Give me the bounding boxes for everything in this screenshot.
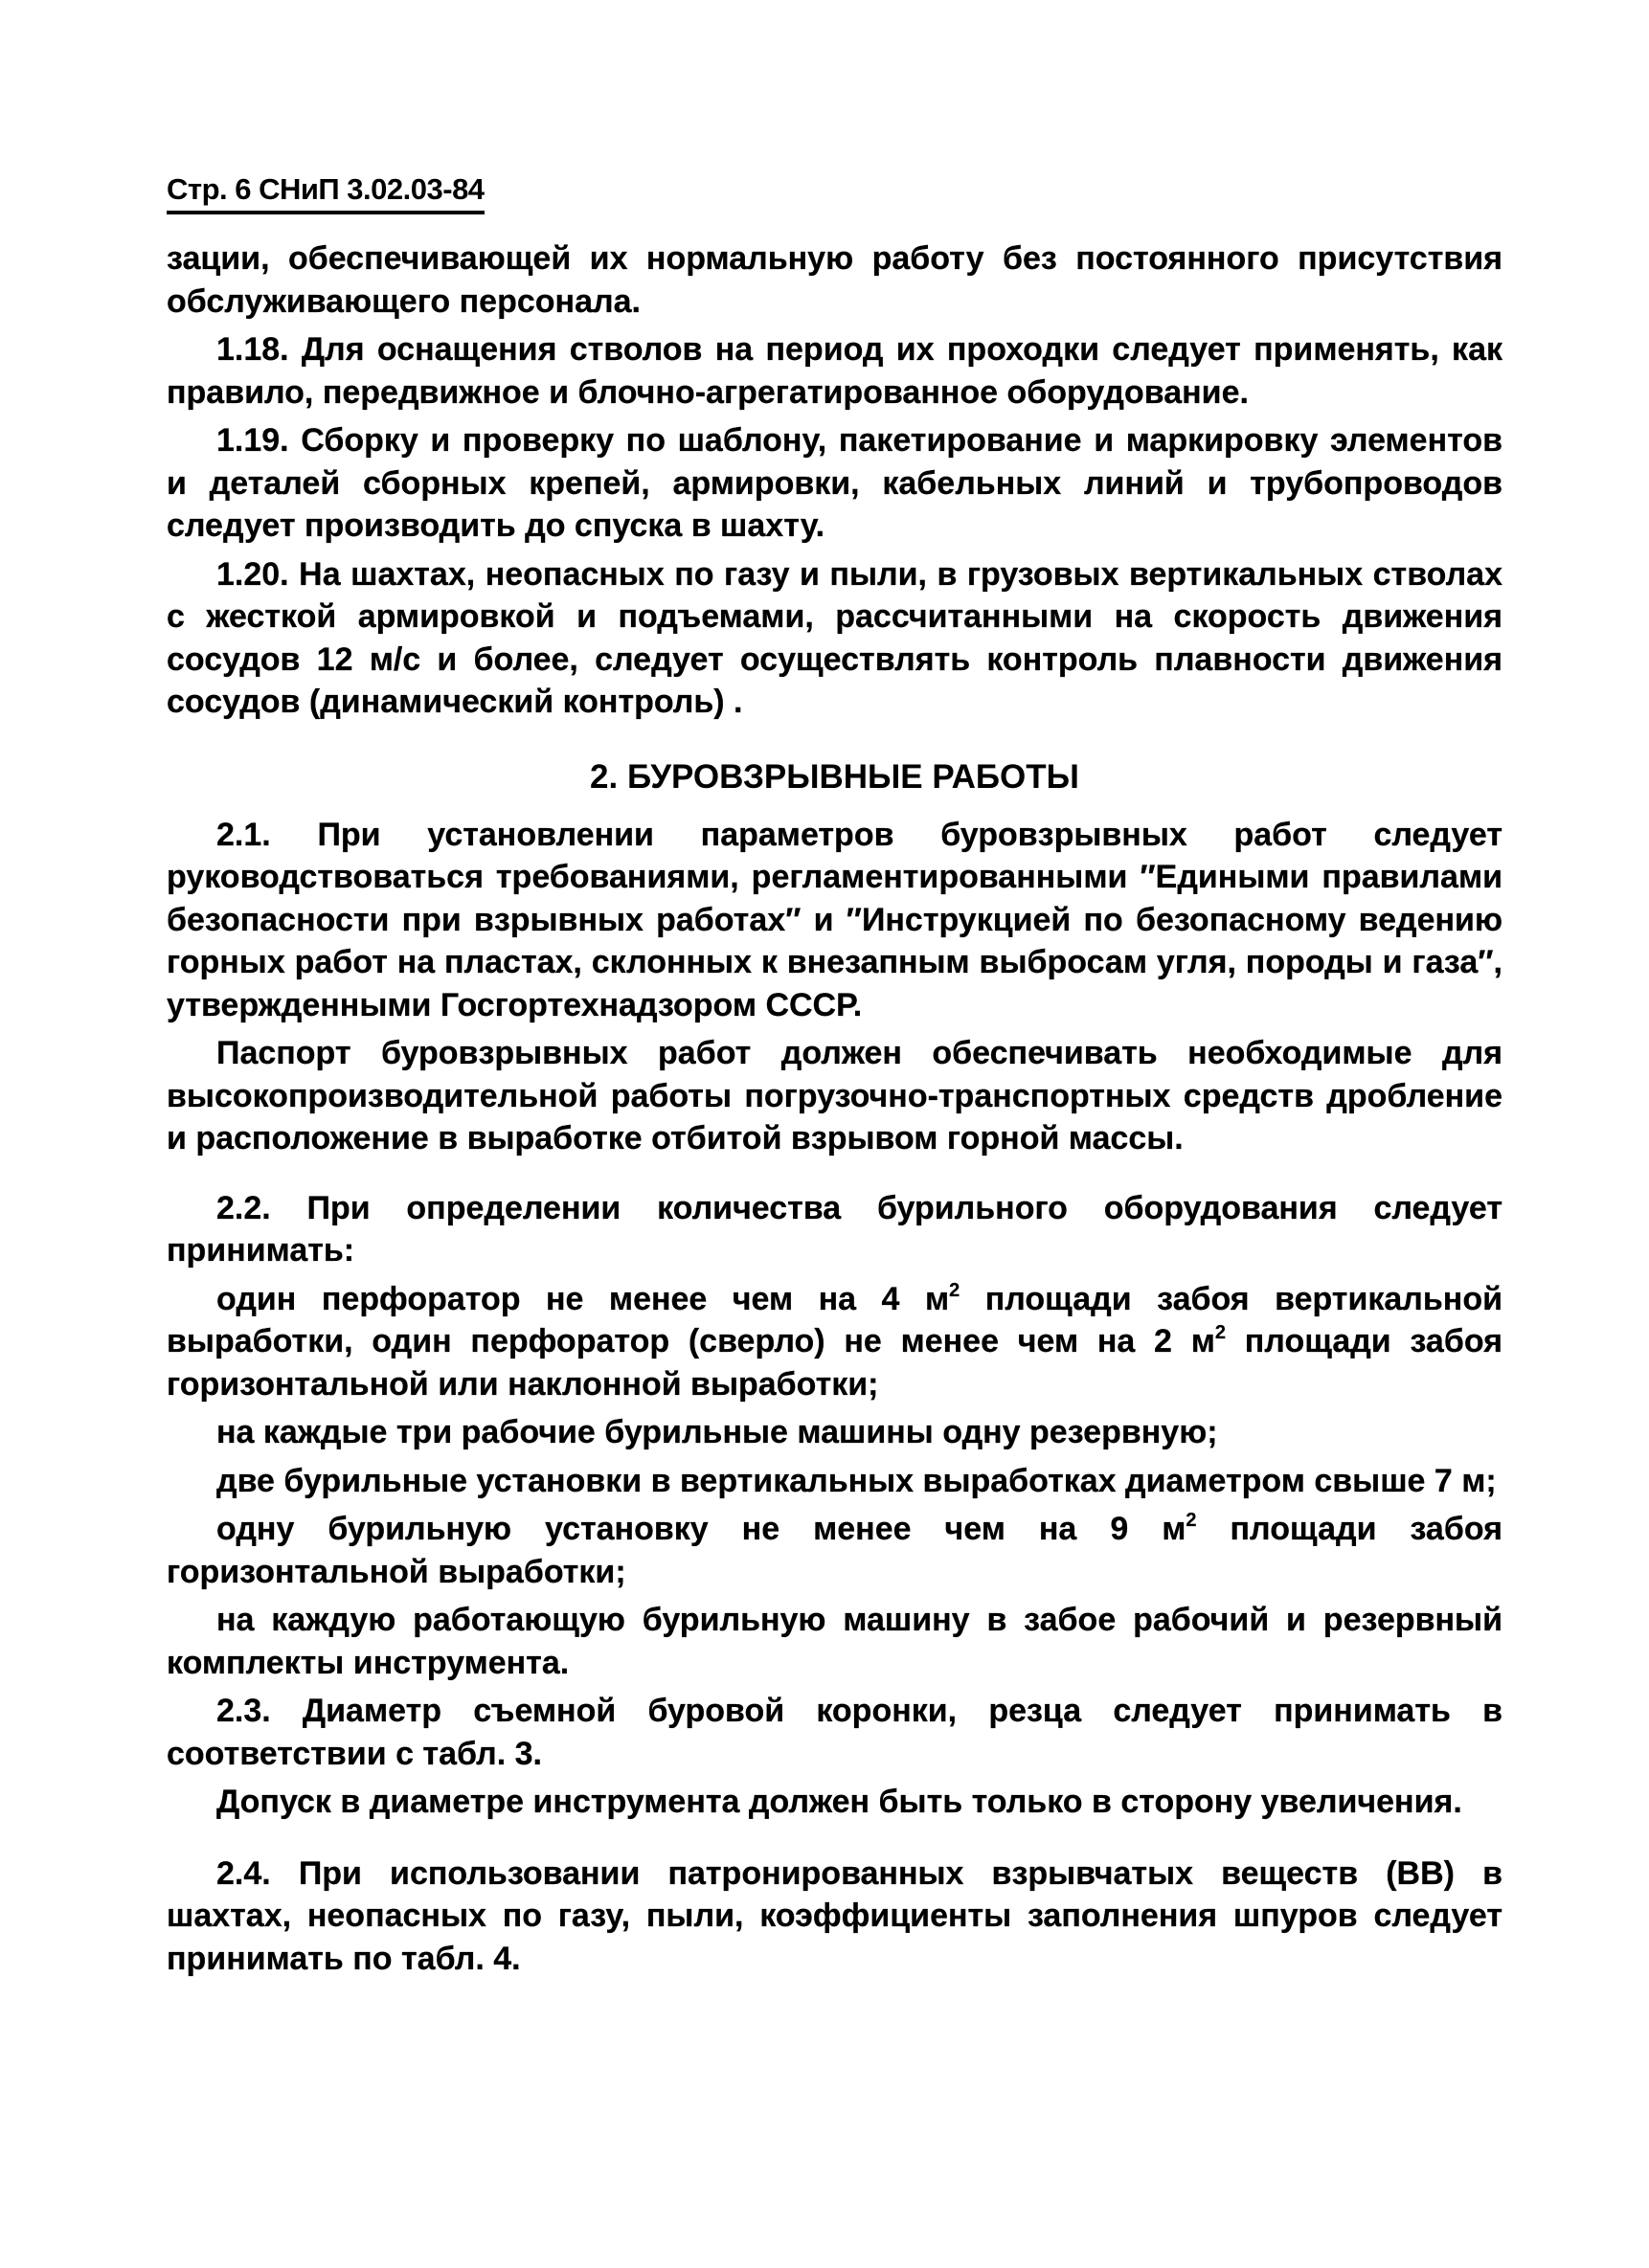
paragraph-continuation [167, 237, 1502, 323]
superscript: 2 [1214, 1322, 1226, 1343]
paragraph-text: Сборку и проверку по шаблону, пакетирование и маркировку элементов и деталей сборных крепей, армировки, кабельных линий и трубопроводов следует производить до спуска в шахту. [167, 422, 1502, 544]
paragraph-2-1-passport [167, 1032, 1502, 1160]
paragraph-2-3 [167, 1690, 1502, 1775]
paragraph-number: 1.19. [216, 422, 289, 459]
page-header: Стр. 6 СНиП 3.02.03-84 [167, 172, 485, 214]
paragraph-2-2 [167, 1187, 1502, 1272]
paragraph-text: При установлении параметров буровзрывных работ следует руководствоваться требованиями, регламентированными ″Едиными правилами безопасности при взрывных работах″ и ″Инструкцией по безопасному ведению горных работ на пластах, склонных к внезапным выбросам угля, породы и газа″, утвержденными Госгортехнадзором СССР. [167, 816, 1502, 1023]
list-item-two-rigs [167, 1460, 1502, 1503]
paragraph-number: 1.18. [216, 331, 289, 368]
paragraph-number: 1.20. [216, 555, 289, 593]
superscript: 2 [1186, 1510, 1197, 1531]
paragraph-1-18 [167, 328, 1502, 414]
paragraph-number: 2.3. [216, 1693, 271, 1729]
paragraph-text: При использовании патронированных взрывчатых веществ (ВВ) в шахтах, неопасных по газу, пыли, коэффициенты заполнения шпуров следует принимать по табл. 4. [167, 1854, 1502, 1977]
section-title: 2. БУРОВЗРЫВНЫЕ РАБОТЫ [590, 757, 1079, 796]
text-fragment: площади забоя горизонтальной выработки; [167, 1511, 1502, 1590]
paragraph-text: Паспорт буровзрывных работ должен обеспечивать необходимые для высокопроизводительной работы погрузочно-транспортных средств дробление и расположение в выработке отбитой взрывом горной массы. [167, 1035, 1502, 1156]
superscript: 2 [949, 1279, 960, 1301]
paragraph-text: На шахтах, неопасных по газу и пыли, в грузовых вертикальных стволах с жесткой армировкой и подъемами, рассчитанными на скорость движения сосудов 12 м/с и более, следует осуществлять контроль плавности движения сосудов (динамический контроль) . [167, 555, 1502, 720]
paragraph-number: 2.4. [216, 1854, 271, 1892]
list-item-tool-sets [167, 1599, 1502, 1684]
document-page [167, 172, 1502, 1986]
paragraph-text: Допуск в диаметре инструмента должен быть только в сторону увеличения. [216, 1784, 1462, 1820]
text-fragment: площади забоя горизонтальной или наклонной выработки; [167, 1323, 1502, 1403]
text-fragment: одну бурильную установку не менее чем на 9 м [216, 1511, 1186, 1547]
paragraph-2-3-tolerance [167, 1781, 1502, 1824]
list-item-perforator [167, 1278, 1502, 1406]
paragraph-text: Для оснащения стволов на период их проходки следует применять, как правило, передвижное и блочно-агрегатированное оборудование. [167, 331, 1502, 411]
paragraph-text: на каждую работающую бурильную машину в забое рабочий и резервный комплекты инструмента. [167, 1602, 1502, 1681]
text-fragment: один перфоратор не менее чем на 4 м [216, 1280, 950, 1317]
list-item-one-rig [167, 1508, 1502, 1593]
list-item-reserve [167, 1411, 1502, 1454]
paragraph-text: При определении количества бурильного оборудования следует принимать: [167, 1189, 1502, 1269]
paragraph-text: зации, обеспечивающей их нормальную работу без постоянного присутствия обслуживающего персонала. [167, 240, 1502, 320]
paragraph-2-4 [167, 1853, 1502, 1981]
paragraph-text: на каждые три рабочие бурильные машины одну резервную; [216, 1414, 1218, 1450]
paragraph-text: Диаметр съемной буровой коронки, резца следует принимать в соответствии с табл. 3. [167, 1693, 1502, 1772]
paragraph-number: 2.1. [216, 816, 271, 853]
text-fragment: площади забоя вертикальной выработки, один перфоратор (сверло) не менее чем на 2 м [167, 1280, 1502, 1359]
paragraph-1-20 [167, 553, 1502, 724]
paragraph-number: 2.2. [216, 1189, 271, 1226]
paragraph-text: две бурильные установки в вертикальных выработках диаметром свыше 7 м; [216, 1462, 1497, 1499]
paragraph-1-19 [167, 419, 1502, 548]
paragraph-2-1 [167, 814, 1502, 1027]
